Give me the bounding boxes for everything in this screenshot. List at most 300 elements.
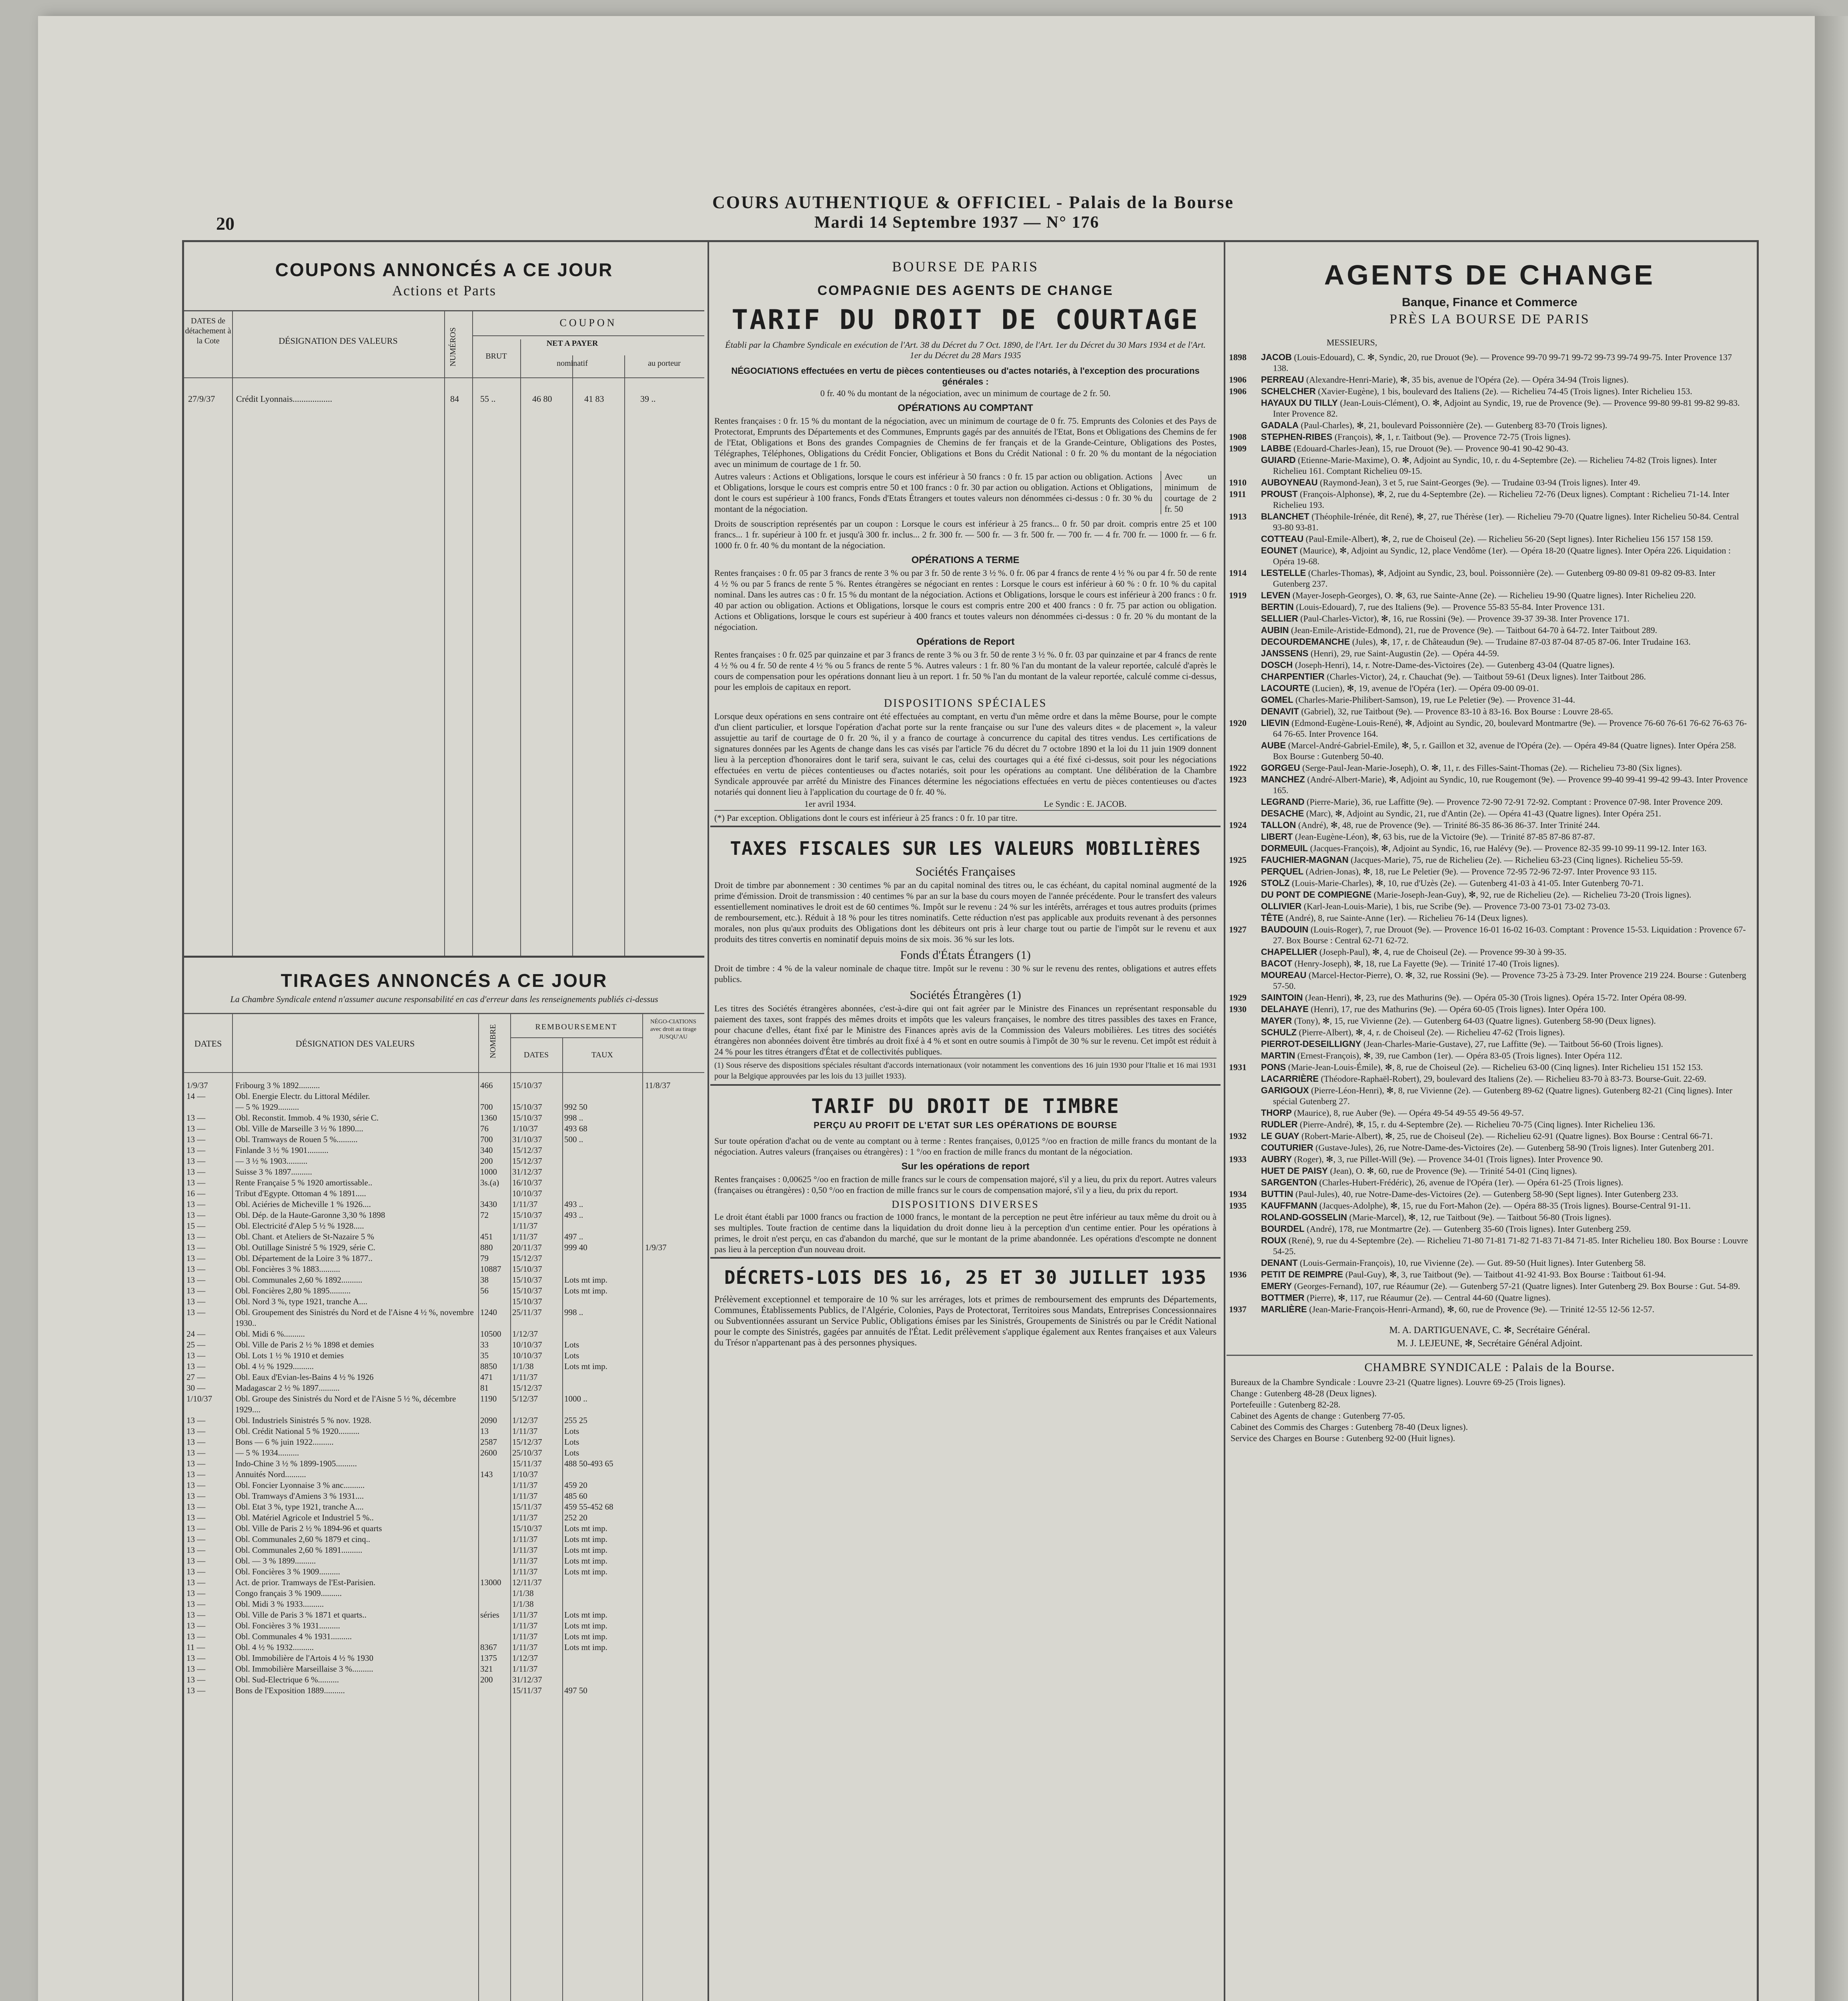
tirages-cell-designation: Obl. Foncières 3 % 1931.......... xyxy=(235,1621,340,1630)
tirages-row xyxy=(184,1556,704,1566)
tirages-col-nombre: NOMBRE xyxy=(489,1024,497,1059)
agent-entry xyxy=(1229,1085,1749,1107)
tirages-cell-taux: Lots mt imp. xyxy=(564,1534,607,1544)
agent-year: 1925 xyxy=(1229,855,1247,865)
tirages-cell-designation: Madagascar 2 ½ % 1897.......... xyxy=(235,1383,340,1393)
tirages-row xyxy=(184,1329,704,1339)
agent-details: (Etienne-Marie-Maxime), O. ✻, Adjoint au Syndic, 10, r. du 4-Septembre (2e). — Richelieu 74-82 (Trois lignes). Inter Richelieu 161. Comptant Richelieu 09-15. xyxy=(1273,455,1717,476)
tirages-cell-rdate: 15/11/37 xyxy=(512,1686,542,1695)
speciales-title: DISPOSITIONS SPÉCIALES xyxy=(884,697,1047,710)
agent-details: (Robert-Marie-Albert), ✻, 25, rue de Choiseul (2e). — Richelieu 62-91 (Quatre lignes). Box Bourse : Central 66-71. xyxy=(1301,1131,1713,1141)
tirages-row xyxy=(184,1372,704,1383)
tirages-cell-taux: Lots xyxy=(564,1351,579,1360)
agent-name: STEPHEN-RIBES xyxy=(1261,432,1333,442)
tirages-cell-taux: Lots mt imp. xyxy=(564,1275,607,1285)
agent-details: (Jean-Henri), ✻, 23, rue des Mathurins (9e). — Opéra 05-30 (Trois lignes). Opéra 15-72. Inter Opéra 08-99. xyxy=(1305,992,1687,1003)
agent-entry xyxy=(1229,808,1749,819)
tirages-cell-rdate: 15/10/37 xyxy=(512,1524,542,1533)
agent-name: PIERROT-DESEILLIGNY xyxy=(1261,1039,1361,1049)
tirages-cell-rdate: 15/12/37 xyxy=(512,1383,542,1393)
agent-details: (Maurice), ✻, Adjoint au Syndic, 12, place Vendôme (1er). — Opéra 18-20 (Quatre lignes). Inter Opéra 226. Liquidation : Opéra 19-68. xyxy=(1273,545,1731,566)
tirages-cell-rdate: 15/12/37 xyxy=(512,1145,542,1155)
tirages-cell-rdate: 15/10/37 xyxy=(512,1286,542,1295)
agent-entry xyxy=(1229,1027,1749,1038)
tirages-cell-nombre: 13 xyxy=(480,1426,489,1436)
agent-details: (Jules), ✻, 17, r. de Châteaudun (9e). — Trudaine 87-03 87-04 87-05 87-06. Inter Trudaine 163. xyxy=(1352,637,1691,647)
tirages-row xyxy=(184,1123,704,1134)
tirages-cell-rdate: 25/10/37 xyxy=(512,1448,542,1458)
tirages-row xyxy=(184,1469,704,1480)
tirages-cell-date: 13 — xyxy=(186,1437,206,1447)
agent-name: GOMEL xyxy=(1261,695,1293,705)
agent-name: MARTIN xyxy=(1261,1051,1295,1061)
agent-details: (Maurice), 8, rue Auber (9e). — Opéra 49-54 49-55 49-56 49-57. xyxy=(1294,1108,1524,1118)
agent-entry xyxy=(1229,590,1749,601)
tirages-row xyxy=(184,1664,704,1674)
agent-details: (Charles-Hubert-Frédéric), 26, avenue de l'Opéra (1er). — Opéra 61-25 (Trois lignes). xyxy=(1319,1177,1624,1187)
agent-details: (Georges-Fernand), 107, rue Réaumur (2e). — Gutenberg 57-21 (Quatre lignes). Inter Gutenberg 29. Box Bourse : Gut. 54-89. xyxy=(1294,1281,1740,1291)
tirages-cell-rdate: 1/12/37 xyxy=(512,1416,538,1425)
col-coupon: COUPON xyxy=(559,317,617,329)
bourse-title: BOURSE DE PARIS xyxy=(892,259,1039,275)
agent-details: (Théophile-Irénée, dit René), ✻, 27, rue Thérèse (1er). — Richelieu 79-70 (Quatre lignes). Inter Richelieu 50-84. Central 93-80 93-81. xyxy=(1273,511,1739,532)
tirages-cell-nombre: 72 xyxy=(480,1210,489,1220)
tirages-cell-rdate: 1/11/37 xyxy=(512,1545,538,1555)
agent-details: (Paul-Guy), ✻, 3, rue Taitbout (9e). — Taitbout 41-92 41-93. Box Bourse : Taitbout 61-94. xyxy=(1345,1269,1666,1279)
tirages-cell-nombre: 1190 xyxy=(480,1394,497,1404)
tirages-cell-designation: — 3 ½ % 1903.......... xyxy=(235,1156,308,1166)
tirages-row xyxy=(184,1275,704,1285)
tirages-cell-rdate: 1/11/37 xyxy=(512,1372,538,1382)
tirages-col-designation: DÉSIGNATION DES VALEURS xyxy=(295,1039,415,1049)
agent-entry xyxy=(1229,1119,1749,1130)
agent-entry xyxy=(1229,455,1749,476)
agent-year: 1911 xyxy=(1229,489,1246,499)
agent-entry xyxy=(1229,648,1749,659)
agent-name: MAYER xyxy=(1261,1016,1292,1026)
left-column xyxy=(184,242,704,2001)
agent-details: (Jean-Louis-Clément), O. ✻, Adjoint au Syndic, 19, rue de Provence (9e). — Provence 99-80 99-81 99-82 99-83. Inter Provence 82. xyxy=(1273,398,1740,419)
agent-name: CHAPELLIER xyxy=(1261,947,1317,957)
agent-details: (Jean), O. ✻, 60, rue de Provence (9e). — Trinité 54-01 (Cinq lignes). xyxy=(1330,1166,1577,1176)
agent-entry xyxy=(1229,1235,1749,1257)
diverses-title: DISPOSITIONS DIVERSES xyxy=(892,1199,1039,1210)
agent-details: (Pierre-Léon-Henri), ✻, 8, rue Vivienne (2e). — Gutenberg 89-62 (Quatre lignes). Gutenberg 82-21 (Cinq lignes). Inter spécial Gutenberg 27. xyxy=(1273,1085,1732,1106)
agent-name: GARIGOUX xyxy=(1261,1085,1309,1095)
agent-name: BAUDOUIN xyxy=(1261,924,1309,934)
agent-details: (Marie-Marcel), ✻, 12, rue Taitbout (9e). — Taitbout 56-80 (Trois lignes). xyxy=(1349,1212,1611,1222)
valeurs-text: Autres valeurs : Actions et Obligations, lorsque le cours est inférieur à 50 francs : 0 fr. 15 par action ou obligation. Actions et Obligations, lorsque le cours est compris entre 50 et 100 francs : 0 fr. 30 par action ou obligation. Actions et Obligations, dont le cours est supérieur à 100 francs, Fonds d'Etats Étrangers et toutes valeurs non dénommées ci-dessus : 0 fr. 30 % du montant de la négociation. xyxy=(714,471,1152,514)
agent-entry xyxy=(1229,718,1749,739)
tirages-col-taux: TAUX xyxy=(591,1051,613,1059)
agent-details: (Louis-Edouard), 7, rue des Italiens (9e). — Provence 55-83 55-84. Inter Provence 131. xyxy=(1296,602,1605,612)
agent-name: AUBE xyxy=(1261,740,1286,750)
tirages-cell-nombre: 10500 xyxy=(480,1329,501,1339)
agent-entry xyxy=(1229,774,1749,796)
coupon-row-designation: Crédit Lyonnais.................. xyxy=(236,394,333,404)
agent-year: 1934 xyxy=(1229,1189,1247,1199)
agent-details: (Alexandre-Henri-Marie), ✻, 35 bis, avenue de l'Opéra (2e). — Opéra 34-94 (Trois lignes). xyxy=(1306,375,1629,385)
tirages-row xyxy=(184,1145,704,1156)
agent-entry xyxy=(1229,706,1749,717)
page-number: 20 xyxy=(216,213,235,234)
tirages-cell-designation: Obl. Foncières 2,80 % 1895.......... xyxy=(235,1286,351,1295)
etats-text: Droit de timbre : 4 % de la valeur nominale de chaque titre. Impôt sur le revenu : 30 % sur le revenu des rentes, obligations et autres effets publics. xyxy=(714,963,1217,984)
agents-title: AGENTS DE CHANGE xyxy=(1324,259,1656,291)
agent-details: (Mayer-Joseph-Georges), O. ✻, 63, rue Sainte-Anne (2e). — Richelieu 19-90 (Quatre lignes). Inter Richelieu 220. xyxy=(1292,590,1696,600)
tirages-cell-designation: Bons de l'Exposition 1889.......... xyxy=(235,1686,345,1695)
agent-year: 1908 xyxy=(1229,432,1247,442)
agent-details: (Lucien), ✻, 19, avenue de l'Opéra (1er). — Opéra 09-00 09-01. xyxy=(1312,683,1539,693)
tirages-cell-date: 13 — xyxy=(186,1578,206,1587)
agent-name: SAINTOIN xyxy=(1261,992,1303,1003)
agent-details: (Adrien-Jonas), ✻, 18, rue Le Peletier (9e). — Provence 72-95 72-96 72-97. Inter Provence 93 115. xyxy=(1305,866,1657,876)
tirages-note: La Chambre Syndicale entend n'assumer aucune responsabilité en cas d'erreur dans les renseignements publiés ci-dessus xyxy=(230,994,658,1004)
agent-name: PONS xyxy=(1261,1062,1286,1072)
agent-name: DESACHE xyxy=(1261,808,1304,818)
agent-entry xyxy=(1229,1292,1749,1303)
tirages-cell-taux: 493 .. xyxy=(564,1210,583,1220)
tirages-cell-taux: 998 .. xyxy=(564,1307,583,1317)
tirages-cell-date: 25 — xyxy=(186,1340,206,1349)
tirages-cell-taux: 992 50 xyxy=(564,1102,587,1112)
agent-year: 1931 xyxy=(1229,1062,1247,1072)
tirages-cell-taux: Lots mt imp. xyxy=(564,1621,607,1630)
agent-entry xyxy=(1229,489,1749,510)
tirages-cell-designation: Obl. 4 ½ % 1932.......... xyxy=(235,1642,314,1652)
coupons-subtitle: Actions et Parts xyxy=(392,283,496,299)
tirages-cell-rdate: 10/10/37 xyxy=(512,1340,542,1349)
taxes-title: TAXES FISCALES SUR LES VALEURS MOBILIÈRES xyxy=(730,838,1201,859)
agent-entry xyxy=(1229,397,1749,419)
tirages-cell-designation: Obl. Groupe des Sinistrés du Nord et de l'Aisne 5 ½ %, décembre 1929.... xyxy=(235,1394,456,1414)
agent-name: AUBRY xyxy=(1261,1154,1292,1164)
tirages-cell-nombre: 700 xyxy=(480,1135,493,1144)
tirages-row xyxy=(184,1221,704,1231)
tirages-cell-taux: Lots mt imp. xyxy=(564,1632,607,1641)
tirages-cell-rdate: 1/10/37 xyxy=(512,1470,538,1479)
agent-entry xyxy=(1229,533,1749,544)
agent-year: 1919 xyxy=(1229,590,1247,600)
tirages-cell-designation: Obl. — 3 % 1899.......... xyxy=(235,1556,316,1566)
col-porteur: au porteur xyxy=(648,359,681,368)
tirages-cell-taux: Lots mt imp. xyxy=(564,1610,607,1620)
agent-details: (Henry-Joseph), ✻, 18, rue La Fayette (9e). — Trinité 17-40 (Trois lignes). xyxy=(1294,958,1559,968)
tirages-row xyxy=(184,1383,704,1393)
tirages-cell-nombre: 56 xyxy=(480,1286,489,1295)
tirages-row xyxy=(184,1610,704,1620)
coupons-title: COUPONS ANNONCÉS A CE JOUR xyxy=(275,259,613,280)
agent-entry xyxy=(1229,443,1749,454)
terme-title: OPÉRATIONS A TERME xyxy=(911,555,1020,565)
francaises-text: Droit de timbre par abonnement : 30 centimes % par an du capital nominal des titres ou, le cas échéant, du capital nominal augmenté de la prime d'émission. Droit de transmission : 40 centimes % par an sur la base du cours moyen de l'année précédente. Pour le transfert des valeurs essentiellement nominatives le droit est de 60 centimes %. Impôt sur le revenu : 24 % sur les intérêts, arrérages et tous autres produits (primes de remboursement, etc.). Réduit à 18 % pour les titres nominatifs. Cette réduction n'est pas applicable aux produits revenant à des personnes morales, non plus qu'aux produits des Obligations dont les débiteurs ont pris à leur charge tout ou partie de l'impôt sur le revenu et aux produits des titres convertis en nominatif depuis moins de six mois. 36 % sur les lots. xyxy=(714,880,1217,944)
tirages-row xyxy=(184,1642,704,1653)
agent-details: (Pierre-Marie), 36, rue Laffitte (9e). — Provence 72-90 72-91 72-92. Comptant : Provence 07-98. Inter Provence 209. xyxy=(1307,797,1723,807)
tirages-cell-taux: 500 .. xyxy=(564,1135,583,1144)
agent-details: (Louis-Edouard), C. ✻, Syndic, 20, rue Drouot (9e). — Provence 99-70 99-71 99-72 99-73 99-74 99-75. Inter Provence 137 138. xyxy=(1273,352,1732,373)
tirages-row xyxy=(184,1253,704,1264)
minimum-note: Avec un minimum de courtage de 2 fr. 50 xyxy=(1161,471,1217,514)
tirages-cell-date: 13 — xyxy=(186,1124,206,1133)
report-text: Rentes françaises : 0 fr. 025 par quinzaine et par 3 francs de rente 3 % ou 3 fr. 50 de rente 3 ½ %. 0 fr. 03 par quinzaine et par 4 francs de rente 4 ½ % ou 4 fr. 50 de rente 4 ½ % ou 5 francs de rente 5 %. Autres valeurs : 1 fr. 80 % l'an du montant de la valeur reportée, calculé d'après le cours de compensation pour les opérations donnant lieu à un report. 1 fr. 50 % l'an du montant de la valeur reportée, calculé comme ci-dessus, pour les emplois de capitaux en report. xyxy=(714,650,1217,692)
tirages-cell-designation: Obl. Dép. de la Haute-Garonne 3,30 % 1898 xyxy=(235,1210,385,1220)
tirages-cell-designation: Finlande 3 ½ % 1901.......... xyxy=(235,1145,329,1155)
agent-name: PERQUEL xyxy=(1261,866,1304,876)
tirages-row xyxy=(184,1458,704,1469)
coupon-row-brut: 55 .. xyxy=(480,394,496,404)
tirages-cell-designation: Obl. Ville de Paris 2 ½ % 1898 et demies xyxy=(235,1340,374,1349)
tirages-cell-nombre: 451 xyxy=(480,1232,493,1241)
agent-name: LESTELLE xyxy=(1261,568,1306,578)
tirages-row xyxy=(184,1491,704,1502)
tirages-cell-nombre: 2600 xyxy=(480,1448,497,1458)
agent-year: 1935 xyxy=(1229,1201,1247,1211)
agent-name: DU PONT DE COMPIEGNE xyxy=(1261,890,1372,900)
tirages-cell-date: 13 — xyxy=(186,1675,206,1684)
tirages-cell-taux: Lots mt imp. xyxy=(564,1567,607,1576)
tirages-cell-designation: Obl. Communales 4 % 1931.......... xyxy=(235,1632,352,1641)
agent-name: LIBERT xyxy=(1261,832,1293,842)
agent-details: (Joseph-Paul), ✻, 4, rue de Choiseul (2e). — Provence 99-30 à 99-35. xyxy=(1319,947,1567,957)
chambre-line: Portefeuille : Gutenberg 82-28. xyxy=(1231,1399,1341,1410)
tirages-row xyxy=(184,1448,704,1458)
tirages-cell-designation: Obl. Outillage Sinistré 5 % 1929, série C. xyxy=(235,1243,375,1252)
agent-name: LEVEN xyxy=(1261,590,1291,600)
tirages-cell-date: 13 — xyxy=(186,1524,206,1533)
compagnie-title: COMPAGNIE DES AGENTS DE CHANGE xyxy=(817,283,1114,298)
chambre-line: Cabinet des Commis des Charges : Gutenberg 78-40 (Deux lignes). xyxy=(1231,1422,1468,1432)
tirages-row xyxy=(184,1231,704,1242)
tirages-cell-nombre: 1240 xyxy=(480,1307,497,1317)
chambre-line: Change : Gutenberg 48-28 (Deux lignes). xyxy=(1231,1388,1377,1398)
courtage-exception: (*) Par exception. Obligations dont le cours est inférieur à 25 francs : 0 fr. 10 par titre. xyxy=(714,810,1217,823)
agent-entry xyxy=(1229,1154,1749,1165)
agent-entry xyxy=(1229,1039,1749,1049)
tirages-cell-nombre: 471 xyxy=(480,1372,493,1382)
agent-entry xyxy=(1229,567,1749,589)
agent-details: (Jacques-Adolphe), ✻, 15, rue du Fort-Mahon (2e). — Opéra 88-35 (Trois lignes). Bourse-Central 91-11. xyxy=(1319,1201,1691,1211)
agent-entry xyxy=(1229,694,1749,705)
agent-entry xyxy=(1229,796,1749,807)
agent-entry xyxy=(1229,477,1749,488)
agent-details: (Louis-Marie-Charles), ✻, 10, rue d'Uzès (2e). — Gutenberg 41-03 à 41-05. Inter Gutenberg 70-71. xyxy=(1292,878,1644,888)
agent-name: DELAHAYE xyxy=(1261,1004,1309,1014)
tirages-row xyxy=(184,1210,704,1221)
agent-entry xyxy=(1229,843,1749,854)
tirages-row xyxy=(184,1393,704,1415)
tirages-cell-date: 13 — xyxy=(186,1351,206,1360)
tirages-cell-rdate: 1/10/37 xyxy=(512,1124,538,1133)
agent-entry xyxy=(1229,946,1749,957)
agent-details: (Jean-Emile-Aristide-Edmond), 21, rue de Provence (9e). — Taitbout 64-70 à 64-72. Inter Taitbout 289. xyxy=(1291,625,1658,635)
chambre-lines xyxy=(1231,1377,1749,1444)
tirages-col-negociations: NÉGO-CIATIONS avec droit au tirage JUSQU'AU xyxy=(650,1019,697,1040)
agent-details: (Louis-Germain-François), 10, rue Vivienne (2e). — Gut. 89-50 (Huit lignes). Inter Gutenberg 58. xyxy=(1300,1258,1646,1268)
agent-details: (René), 9, rue du 4-Septembre (2e). — Richelieu 71-80 71-81 71-82 71-83 71-84 71-85. Inter Richelieu 180. Box Bourse : Louvre 54-25. xyxy=(1273,1235,1748,1256)
page-edge-shadow xyxy=(1815,16,1848,2001)
agent-entry xyxy=(1229,613,1749,624)
tirages-cell-designation: — 5 % 1929.......... xyxy=(235,1102,299,1112)
tirages-cell-designation: Obl. Département de la Loire 3 % 1877.. xyxy=(235,1253,373,1263)
agent-name: MANCHEZ xyxy=(1261,774,1305,784)
tirages-row xyxy=(184,1426,704,1437)
tirages-cell-rdate: 31/12/37 xyxy=(512,1167,542,1177)
tirages-cell-nombre: 1360 xyxy=(480,1113,497,1123)
tirages-cell-designation: Obl. Ville de Paris 3 % 1871 et quarts.. xyxy=(235,1610,367,1620)
agent-details: (Xavier-Eugène), 1 bis, boulevard des Italiens (2e). — Richelieu 74-45 (Trois lignes). Inter Richelieu 153. xyxy=(1318,386,1692,396)
etats-title: Fonds d'États Étrangers (1) xyxy=(900,948,1031,962)
agent-year: 1937 xyxy=(1229,1304,1247,1314)
tirages-cell-taux: Lots mt imp. xyxy=(564,1286,607,1295)
decrets-title: DÉCRETS-LOIS DES 16, 25 ET 30 JUILLET 1935 xyxy=(724,1267,1207,1288)
chambre-title: CHAMBRE SYNDICALE : Palais de la Bourse. xyxy=(1364,1361,1615,1374)
agent-year: 1914 xyxy=(1229,568,1247,578)
tirages-cell-taux: 252 20 xyxy=(564,1513,587,1522)
timbre-title: TARIF DU DROIT DE TIMBRE xyxy=(811,1095,1120,1118)
tirages-cell-rdate: 15/10/37 xyxy=(512,1275,542,1285)
tirages-row xyxy=(184,1523,704,1534)
tirages-cell-rdate: 1/11/37 xyxy=(512,1426,538,1436)
tirages-cell-taux: Lots xyxy=(564,1340,579,1349)
agent-details: (Gustave-Jules), 26, rue Notre-Dame-des-Victoires (2e). — Gutenberg 58-90 (Trois lignes). Inter Gutenberg 201. xyxy=(1315,1143,1714,1153)
tirages-cell-date: 13 — xyxy=(186,1135,206,1144)
tirages-cell-rdate: 15/12/37 xyxy=(512,1156,542,1166)
agent-name: COUTURIER xyxy=(1261,1143,1313,1153)
agent-entry xyxy=(1229,374,1749,385)
tirages-cell-date: 30 — xyxy=(186,1383,206,1393)
tirages-cell-date: 13 — xyxy=(186,1632,206,1641)
agents-subtitle2: PRÈS LA BOURSE DE PARIS xyxy=(1389,312,1590,327)
agent-year: 1924 xyxy=(1229,820,1247,830)
timbre-subtitle: PERÇU AU PROFIT DE L'ETAT SUR LES OPÉRATIONS DE BOURSE xyxy=(814,1120,1117,1130)
agent-details: (Paul-Charles), ✻, 21, boulevard Poissonnière (2e). — Gutenberg 83-70 (Trois lignes). xyxy=(1301,420,1607,430)
tirages-cell-date: 13 — xyxy=(186,1502,206,1512)
courtage-negociations: NÉGOCIATIONS effectuées en vertu de pièces contentieuses ou d'actes notariés, à l'exception des procurations générales : xyxy=(731,366,1200,387)
agent-name: JANSSENS xyxy=(1261,648,1309,658)
tirages-cell-taux: 488 50-493 65 xyxy=(564,1459,613,1468)
tirages-cell-designation: Annuités Nord.......... xyxy=(235,1470,306,1479)
agent-entry xyxy=(1229,352,1749,373)
tirages-row xyxy=(184,1437,704,1448)
tirages-cell-rdate: 1/11/37 xyxy=(512,1567,538,1576)
page-header-title: COURS AUTHENTIQUE & OFFICIEL - Palais de la Bourse xyxy=(712,192,1234,212)
tirages-row xyxy=(184,1296,704,1307)
tirages-cell-designation: Obl. Electricité d'Alep 5 ½ % 1928..... xyxy=(235,1221,364,1231)
tirages-cell-date: 13 — xyxy=(186,1156,206,1166)
secretaire-general: M. A. DARTIGUENAVE, C. ✻, Secrétaire Général. xyxy=(1389,1325,1590,1335)
agent-entry xyxy=(1229,431,1749,442)
courtage-title: TARIF DU DROIT DE COURTAGE xyxy=(732,304,1199,336)
tirages-cell-date: 13 — xyxy=(186,1416,206,1425)
agent-entry xyxy=(1229,762,1749,773)
agent-details: (Louis-Roger), 7, rue Drouot (9e). — Provence 16-01 16-02 16-03. Comptant : Provence 15-53. Liquidation : Provence 67-27. Box Bourse : Central 62-71 62-72. xyxy=(1273,924,1746,945)
agent-details: (Charles-Thomas), ✻, Adjoint au Syndic, 23, boul. Poissonnière (2e). — Gutenberg 09-80 09-81 09-82 09-83. Inter Gutenberg 237. xyxy=(1273,568,1716,589)
agent-entry xyxy=(1229,1189,1749,1199)
timbre-report-title: Sur les opérations de report xyxy=(901,1161,1030,1172)
tirages-cell-date: 13 — xyxy=(186,1210,206,1220)
tirages-cell-rdate: 1/1/38 xyxy=(512,1588,534,1598)
tirages-row xyxy=(184,1113,704,1123)
tirages-title: TIRAGES ANNONCÉS A CE JOUR xyxy=(281,970,608,991)
tirages-cell-nombre: 81 xyxy=(480,1383,489,1393)
column-divider xyxy=(1224,242,1225,2001)
courtage-intro: Établi par la Chambre Syndicale en exécution de l'Art. 38 du Décret du 7 Oct. 1890, de l'Art. 1er du Décret du 30 Mars 1934 et de l'Art. 1er du Décret du 28 Mars 1935 xyxy=(725,340,1206,360)
agent-name: DORMEUIL xyxy=(1261,843,1308,853)
tirages-row xyxy=(184,1534,704,1545)
tirages-col-dates: DATES xyxy=(194,1039,222,1049)
tirages-table xyxy=(184,1013,704,2001)
agent-name: GADALA xyxy=(1261,420,1299,430)
timbre-text3: Le droit étant établi par 1000 francs ou fraction de 1000 francs, le montant de la perception ne peut être inférieur au taux même du droit ou à ses multiples. Toute fraction de centime dans la liquidation du droit donne lieu à la perception d'un centime entier. Pour les opérations à primes, le droit n'est perçu, en cas d'abandon du marché, que sur le montant de la prime abandonnée. Les opérations d'escompte ne donnent pas lieu à la perception d'un nouveau droit. xyxy=(714,1212,1217,1254)
tirages-cell-designation: Obl. Communales 2,60 % 1892.......... xyxy=(235,1275,363,1285)
tirages-cell-rdate: 1/11/37 xyxy=(512,1232,538,1241)
agent-year: 1930 xyxy=(1229,1004,1247,1014)
agents-list xyxy=(1229,352,1749,1315)
col-brut: BRUT xyxy=(485,352,507,361)
agent-entry xyxy=(1229,912,1749,923)
agent-year: 1920 xyxy=(1229,718,1247,728)
agent-entry xyxy=(1229,1165,1749,1176)
tirages-row xyxy=(184,1307,704,1329)
tirages-row xyxy=(184,1167,704,1177)
tirages-cell-designation: Suisse 3 % 1897.......... xyxy=(235,1167,312,1177)
tirages-cell-rdate: 15/11/37 xyxy=(512,1502,542,1512)
tirages-cell-rdate: 5/12/37 xyxy=(512,1394,538,1404)
agent-details: (Raymond-Jean), 3 et 5, rue Saint-Georges (9e). — Trudaine 03-94 (Trois lignes). Inter 49. xyxy=(1320,477,1640,487)
agent-entry xyxy=(1229,1107,1749,1118)
agent-details: (Karl-Jean-Louis-Marie), 1 bis, rue Scribe (9e). — Provence 73-00 73-01 73-02 73-03. xyxy=(1303,901,1610,911)
agent-entry xyxy=(1229,386,1749,397)
tirages-cell-designation: Obl. Chant. et Ateliers de St-Nazaire 5 % xyxy=(235,1232,374,1241)
agent-details: (Paul-Charles-Victor), ✻, 16, rue Rossini (9e). — Provence 39-37 39-38. Inter Provence 171. xyxy=(1300,614,1630,624)
tirages-cell-taux: Lots mt imp. xyxy=(564,1545,607,1555)
tirages-cell-rdate: 12/11/37 xyxy=(512,1578,542,1587)
tirages-cell-taux: Lots mt imp. xyxy=(564,1556,607,1566)
agent-entry xyxy=(1229,511,1749,533)
tirages-cell-date: 13 — xyxy=(186,1361,206,1371)
etrangeres-text: Les titres des Sociétés étrangères abonnées, c'est-à-dire qui ont fait agréer par le Ministre des Finances un représentant responsable du paiement des taxes, sont frappés des mêmes droits et impôts que les valeurs françaises, le nombre des titres passibles des taxes en France, pour chacune d'elles, étant fixé par le Ministre des Finances après avis de la Commission des Valeurs mobilières. Les titres des sociétés étrangères non abonnées doivent être timbrés au droit fixé à 4 % et sont en outre soumis à l'impôt de 30 % sur le revenu. Cet impôt est réduit à 24 % pour les titres étrangers d'État et de collectivités publiques. xyxy=(714,1003,1217,1057)
chambre-line: Service des Charges en Bourse : Gutenberg 92-00 (Huit lignes). xyxy=(1231,1433,1455,1443)
agent-details: (André-Albert-Marie), ✻, Adjoint au Syndic, 10, rue Rougemont (9e). — Provence 99-40 99-41 99-42 99-43. Inter Provence 165. xyxy=(1273,774,1748,795)
col-numeros: NUMÉROS xyxy=(449,327,457,367)
agent-name: BERTIN xyxy=(1261,602,1294,612)
agent-name: MARLIÈRE xyxy=(1261,1304,1307,1314)
tirages-cell-rdate: 25/11/37 xyxy=(512,1307,542,1317)
tirages-cell-rdate: 1/11/37 xyxy=(512,1664,538,1674)
report-title: Opérations de Report xyxy=(916,636,1015,647)
tirages-cell-nombre: 1000 xyxy=(480,1167,497,1177)
col-dates: DATES de détachement à la Cote xyxy=(185,317,231,345)
agent-year: 1936 xyxy=(1229,1269,1247,1279)
tirages-cell-designation: Bons — 6 % juin 1922.......... xyxy=(235,1437,334,1447)
tirages-row xyxy=(184,1156,704,1167)
tirages-rows xyxy=(184,1080,704,1696)
agent-name: BACOT xyxy=(1261,958,1293,968)
tirages-cell-date: 13 — xyxy=(186,1297,206,1306)
agent-details: (Jean-Charles-Marie-Gustave), 27, rue Laffitte (9e). — Taitbout 56-60 (Trois lignes). xyxy=(1363,1039,1664,1049)
agent-details: (Jean-Marie-François-Henri-Armand), ✻, 60, rue de Provence (9e). — Trinité 12-55 12-56 12-57. xyxy=(1309,1304,1655,1314)
agent-name: LABBE xyxy=(1261,443,1291,453)
tirages-cell-designation: Obl. Ville de Paris 2 ½ % 1894-96 et quarts xyxy=(235,1524,382,1533)
agent-year: 1906 xyxy=(1229,386,1247,396)
speciales-text: Lorsque deux opérations en sens contraire ont été effectuées au comptant, en vertu d'un même ordre et dans la même Bourse, pour le compte d'un client particulier, et lorsque l'opération d'achat porte sur la rente française ou sur l'une des valeurs dites « de placement », la valeur assujettie au tarif de courtage de 0 fr. 20 %, il y a franco de courtage à concurrence du capital des titres vendus. Les certifications de signatures données par les Agents de change dans les cas visés par l'article 76 du décret du 7 octobre 1890 et la loi du 11 juin 1909 donnent lieu à la perception d'honoraires dont le tarif sera, suivant le cas, celui des courtages qui a été fixé ci-dessus, soit pour les négociations effectuées en vertu de pièces contentieuses ou d'actes notariés, soit pour les opérations au comptant. Une délibération de la Chambre Syndicale approuvée par arrêté du Ministre des Finances détermine les négociations effectuées en vertu de pièces contentieuses ou d'actes notariés qui donnent lieu à l'application du courtage de 0 fr. 40 %. xyxy=(714,711,1217,797)
agent-name: BOTTMER xyxy=(1261,1293,1305,1303)
tirages-cell-rdate: 15/12/37 xyxy=(512,1437,542,1447)
agent-name: COTTEAU xyxy=(1261,534,1304,544)
agent-details: (Gabriel), 32, rue Taitbout (9e). — Provence 83-10 à 83-16. Box Bourse : Louvre 28-65. xyxy=(1301,706,1613,716)
agent-details: (Marc), ✻, Adjoint au Syndic, 21, rue d'Antin (2e). — Opéra 41-43 (Quatre lignes). Inter Opéra 251. xyxy=(1306,808,1661,818)
agent-year: 1910 xyxy=(1229,477,1247,487)
